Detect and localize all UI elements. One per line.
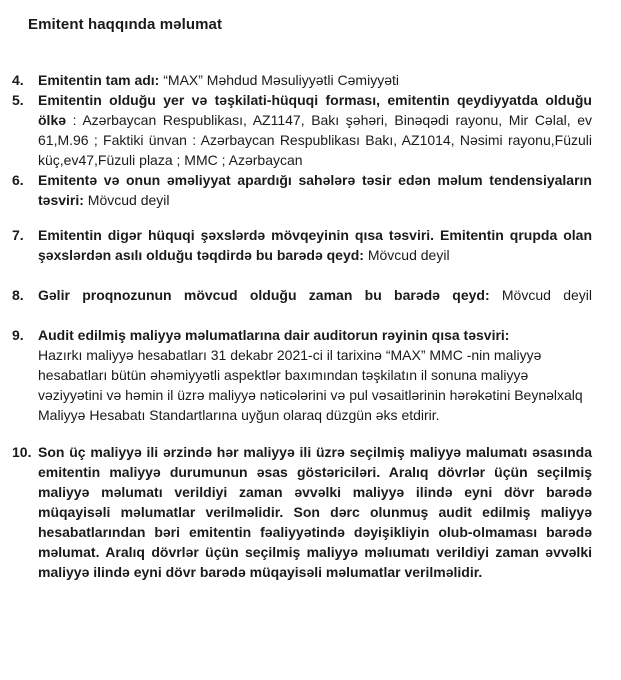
item-text-bold: Son üç maliyyə ili ərzində hər maliyyə ili üzrə seçilmiş maliyyə malumatı əsasında emitentin maliyyə durumunun əsas göstəriciləri. Aralıq dövrlər üçün seçilmiş maliyyə məlumatı verildiyi zaman əvvəlki maliyyə ilində eyni dövr barədə müqayisəli məlumatlar verilməlidir. Son dərc olunmuş audit edilmiş maliyyə hesabatlarından bəri emitentin fəaliyyətində dəyişikliyin olub-olmaması barədə məlumat. Aralıq dövrlər üçün seçilmiş maliyyə məlıumatı verildiyi zaman əvvəlki maliyyə ilində eyni dövr barədə müqayisəli məlumatlar verilməlidir. (38, 444, 592, 580)
item-number: 5. (12, 92, 24, 108)
list-item (12, 325, 592, 425)
item-number: 7. (12, 227, 24, 243)
item-content (38, 227, 592, 263)
list-item (12, 70, 592, 90)
item-text-bold: Emitentin olduğu yer və təşkilati-hüquqi forması, emitentin qeydiyyatda olduğu ölkə (38, 92, 592, 128)
item-number: 4. (12, 72, 24, 88)
item-text-regular: “MAX” Məhdud Məsuliyyətli Cəmiyyəti (159, 72, 399, 88)
item-number: 9. (12, 327, 24, 343)
item-content (38, 325, 592, 423)
item-text-regular: Mövcud deyil (363, 247, 450, 263)
item-content (38, 287, 592, 303)
item-text-regular: : Azərbaycan Respublikası, AZ1147, Bakı şəhəri, Binəqədi rayonu, Mir Cəlal, ev 61,M.96 ; Faktiki ünvan : Azərbaycan Respublikası Bakı, AZ1014, Nəsimi rayonu,Füzuli küç,ev47,Füzuli plaza ; MMC ; Azərbaycan (38, 112, 592, 168)
list-item (12, 285, 592, 305)
item-text-regular: Mövcud deyil (83, 192, 170, 208)
item-text-bold: Emitentin tam adı: (38, 72, 160, 88)
list-item (12, 225, 592, 265)
item-content (38, 72, 399, 88)
item-text-bold: Emitentin digər hüquqi şəxslərdə mövqeyinin qısa təsviri. Emitentin qrupda olan şəxslərdən asılı olduğu təqdirdə bu barədə qeyd: (38, 227, 592, 263)
numbered-list (12, 70, 592, 582)
item-text-regular: Hazırkı maliyyə hesabatları 31 dekabr 2021-ci il tarixinə “MAX” MMC -nin maliyyə hesabatları bütün əhəmiyyətli aspektlər baxımından təşkilatın il sonuna maliyyə vəziyyətini və həmin il üzrə maliyyə nəticələrini və pul vəsaitlərinin hərəkətini Beynəlxalq Maliyyə Hesabatı Standartlarına uyğun olaraq düzgün əks etdirir. (38, 347, 583, 423)
item-content (38, 92, 592, 168)
item-text-bold: Emitentə və onun əməliyyat apardığı sahələrə təsir edən məlum tendensiyaların təsviri: (38, 172, 592, 208)
item-number: 6. (12, 172, 24, 188)
page-title: Emitent haqqında məlumat (28, 16, 223, 33)
list-item (12, 90, 592, 170)
item-text-bold: Gəlir proqnozunun mövcud olduğu zaman bu barədə qeyd: (38, 287, 490, 303)
item-text-bold: Audit edilmiş maliyyə məlumatlarına dair auditorun rəyinin qısa təsviri: (38, 327, 510, 343)
item-content (38, 444, 592, 580)
item-content (38, 172, 592, 208)
list-item (12, 442, 592, 582)
list-item (12, 170, 592, 210)
item-number: 10. (12, 444, 32, 460)
item-text-regular: Mövcud deyil (489, 287, 593, 303)
item-number: 8. (12, 287, 24, 303)
